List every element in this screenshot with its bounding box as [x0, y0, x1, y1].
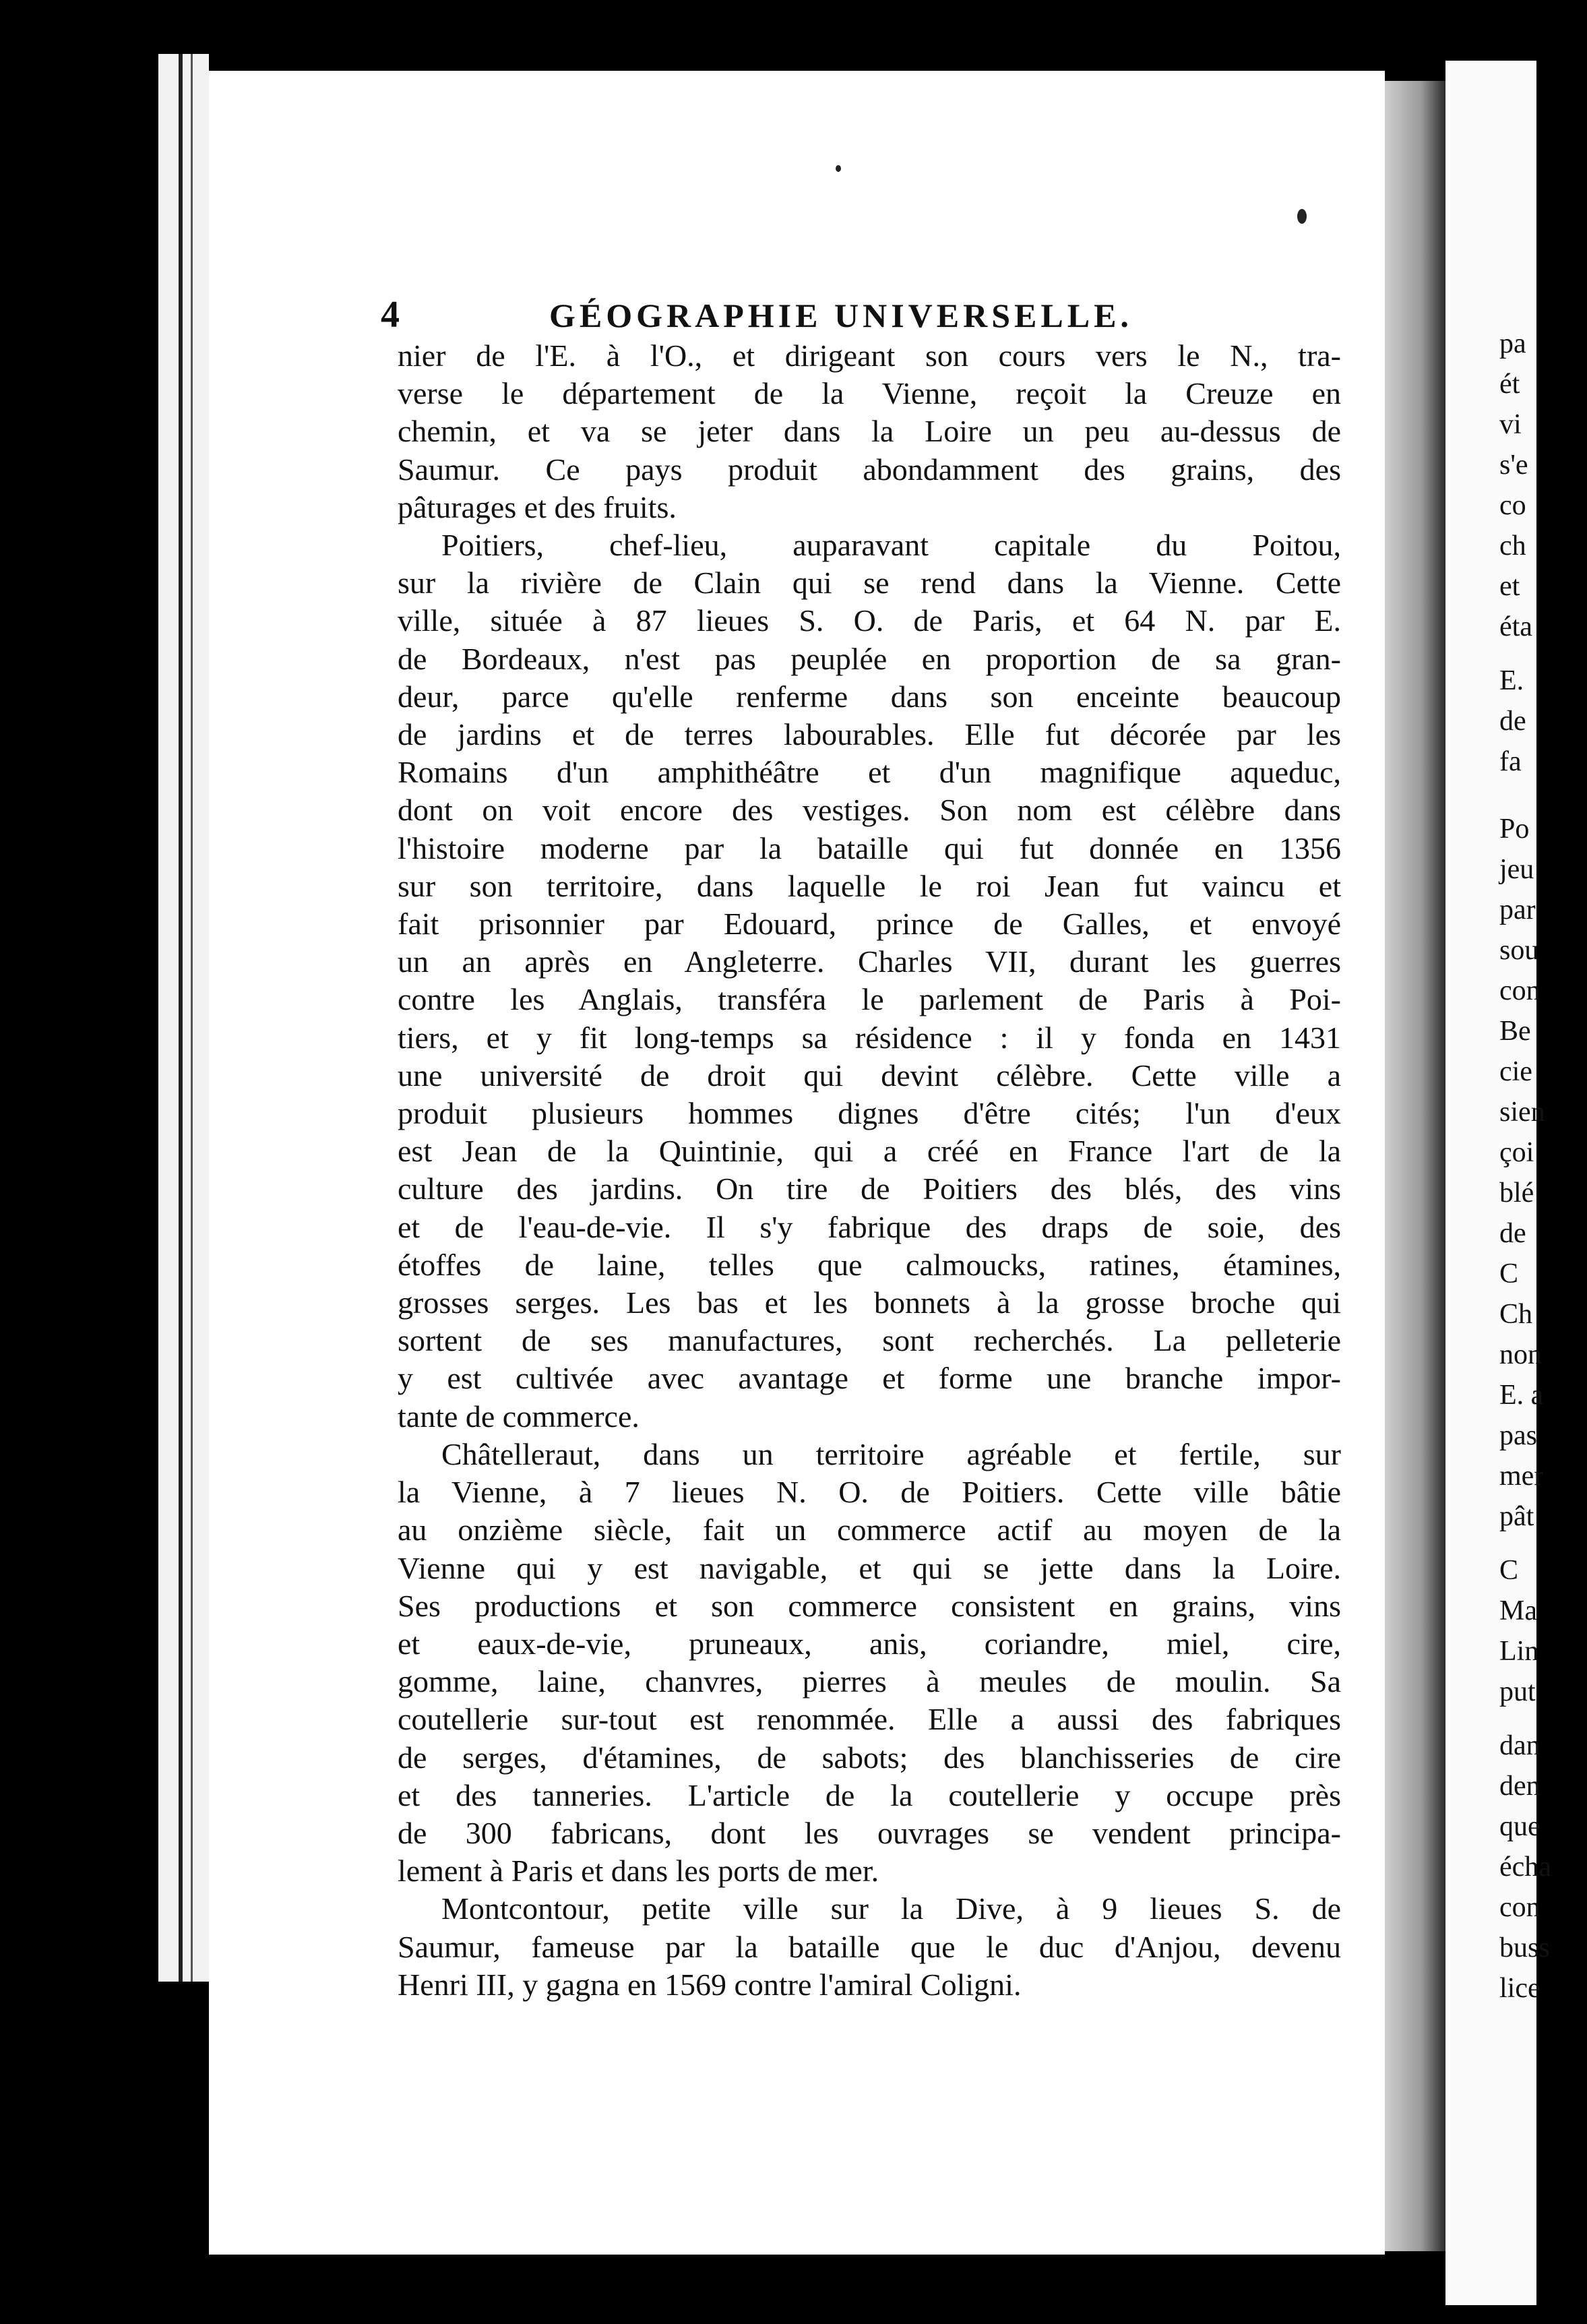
text-line: gomme, laine, chanvres, pierres à meules de moulin. Sa: [398, 1664, 1341, 1699]
facing-page-fragment: ét: [1499, 369, 1520, 400]
text-line: de serges, d'étamines, de sabots; des blanchisseries de cire: [398, 1740, 1341, 1775]
text-line: et des tanneries. L'article de la coutellerie y occupe près: [398, 1777, 1341, 1812]
facing-page-fragment: que: [1499, 1811, 1541, 1842]
text-line: verse le département de la Vienne, reçoit la Creuze en: [398, 376, 1341, 411]
facing-page-fragment: dan: [1499, 1730, 1541, 1761]
facing-page-fragment: de: [1499, 1218, 1526, 1249]
text-line: y est cultivée avec avantage et forme une branche impor-: [398, 1361, 1341, 1396]
facing-page-fragment: lice: [1499, 1973, 1541, 2004]
text-line: étoffes de laine, telles que calmoucks, ratines, étamines,: [398, 1247, 1341, 1282]
text-line: Poitiers, chef-lieu, auparavant capitale du Poitou,: [441, 528, 1341, 563]
facing-page-fragment: Po: [1499, 814, 1530, 845]
text-line: de jardins et de terres labourables. Elle fut décorée par les: [398, 717, 1341, 752]
facing-page-fragment: sou: [1499, 935, 1539, 966]
gutter-shadow: [1385, 81, 1445, 2251]
text-line: chemin, et va se jeter dans la Loire un peu au-dessus de: [398, 414, 1341, 449]
text-line: sortent de ses manufactures, sont recherchés. La pelleterie: [398, 1323, 1341, 1358]
facing-page-fragment: pât: [1499, 1501, 1534, 1532]
text-line: lement à Paris et dans les ports de mer.: [398, 1854, 879, 1889]
text-line: l'histoire moderne par la bataille qui fut donnée en 1356: [398, 830, 1341, 865]
text-line: Henri III, y gagna en 1569 contre l'amiral Coligni.: [398, 1967, 1022, 2002]
text-line: un an après en Angleterre. Charles VII, durant les guerres: [398, 944, 1341, 979]
text-line: deur, parce qu'elle renferme dans son enceinte beaucoup: [398, 679, 1341, 714]
facing-page-edge: [1445, 61, 1551, 2305]
text-line: fait prisonnier par Edouard, prince de Galles, et envoyé: [398, 907, 1341, 942]
facing-page-fragment: par: [1499, 894, 1536, 925]
text-line: au onzième siècle, fait un commerce actif au moyen de la: [398, 1512, 1341, 1548]
facing-page-fragment: Be: [1499, 1016, 1531, 1047]
facing-page-fragment: ch: [1499, 530, 1526, 561]
text-line: ville, située à 87 lieues S. O. de Paris, et 64 N. par E.: [398, 603, 1341, 638]
facing-page-fragment: mer: [1499, 1461, 1544, 1492]
text-line: et eaux-de-vie, pruneaux, anis, coriandre, miel, cire,: [398, 1626, 1341, 1661]
text-line: Ses productions et son commerce consistent en grains, vins: [398, 1588, 1341, 1623]
text-line: Saumur. Ce pays produit abondamment des grains, des: [398, 452, 1341, 487]
facing-page-fragment: et: [1499, 571, 1520, 602]
facing-page-fragment: con: [1499, 975, 1541, 1006]
text-line: est Jean de la Quintinie, qui a créé en France l'art de la: [398, 1134, 1341, 1169]
facing-page-fragment: blé: [1499, 1178, 1534, 1209]
text-line: Montcontour, petite ville sur la Dive, à 9 lieues S. de: [441, 1891, 1341, 1926]
facing-page-fragment: jeu: [1499, 854, 1534, 885]
text-line: et de l'eau-de-vie. Il s'y fabrique des draps de soie, des: [398, 1209, 1341, 1244]
facing-page-fragment: C: [1499, 1258, 1519, 1289]
facing-page-fragment: écha: [1499, 1852, 1551, 1883]
text-line: pâturages et des fruits.: [398, 489, 677, 524]
facing-page-fragment: pas: [1499, 1420, 1537, 1451]
facing-page-fragment: vi: [1499, 409, 1522, 440]
facing-page-fragment: fa: [1499, 746, 1522, 777]
facing-page-fragment: E. a: [1499, 1380, 1544, 1411]
facing-page-fragment: con: [1499, 1892, 1541, 1923]
ink-speck: [1297, 209, 1307, 224]
binding-edge: [158, 54, 209, 1982]
text-line: Saumur, fameuse par la bataille que le duc d'Anjou, devenu: [398, 1929, 1341, 1964]
text-line: sur la rivière de Clain qui se rend dans la Vienne. Cette: [398, 565, 1341, 601]
facing-page-fragment: pa: [1499, 328, 1526, 359]
text-line: de 300 fabricans, dont les ouvrages se vendent principa-: [398, 1815, 1341, 1850]
facing-page-fragment: Lin: [1499, 1636, 1539, 1667]
text-line: Vienne qui y est navigable, et qui se jette dans la Loire.: [398, 1550, 1341, 1585]
text-line: de Bordeaux, n'est pas peuplée en proportion de sa gran-: [398, 641, 1341, 676]
facing-page-fragment: C: [1499, 1555, 1519, 1586]
facing-page-fragment: E.: [1499, 665, 1524, 696]
facing-page-fragment: éta: [1499, 611, 1532, 642]
facing-page-fragment: de: [1499, 706, 1526, 737]
running-title: GÉOGRAPHIE UNIVERSELLE.: [549, 297, 1133, 334]
facing-page-fragment: co: [1499, 490, 1526, 521]
text-line: culture des jardins. On tire de Poitiers des blés, des vins: [398, 1171, 1341, 1206]
text-line: Châtelleraut, dans un territoire agréable et fertile, sur: [441, 1436, 1341, 1471]
text-line: une université de droit qui devint célèbre. Cette ville a: [398, 1058, 1341, 1093]
facing-page-fragment: put: [1499, 1676, 1536, 1707]
page-number: 4: [381, 294, 400, 336]
body-text: [398, 337, 1341, 2004]
text-line: Romains d'un amphithéâtre et d'un magnifique aqueduc,: [398, 755, 1341, 790]
running-head: [381, 293, 1257, 340]
facing-page-fragment: Ma: [1499, 1595, 1537, 1626]
facing-page-fragment: sien: [1499, 1097, 1545, 1128]
facing-page-fragment: den: [1499, 1771, 1541, 1802]
text-line: dont on voit encore des vestiges. Son nom est célèbre dans: [398, 793, 1341, 828]
text-line: produit plusieurs hommes dignes d'être cités; l'un d'eux: [398, 1096, 1341, 1131]
text-line: la Vienne, à 7 lieues N. O. de Poitiers. Cette ville bâtie: [398, 1475, 1341, 1510]
text-line: tante de commerce.: [398, 1399, 640, 1434]
text-line: grosses serges. Les bas et les bonnets à la grosse broche qui: [398, 1285, 1341, 1320]
facing-page-fragment: s'e: [1499, 450, 1528, 481]
ink-speck: [836, 165, 841, 172]
facing-page-fragment: non: [1499, 1339, 1542, 1370]
text-line: coutellerie sur-tout est renommée. Elle a aussi des fabriques: [398, 1702, 1341, 1737]
text-line: contre les Anglais, transféra le parlement de Paris à Poi-: [398, 982, 1341, 1017]
facing-page-fragment: çoi: [1499, 1137, 1534, 1168]
facing-page-fragment: cie: [1499, 1056, 1532, 1087]
facing-page-fragment: buss: [1499, 1932, 1550, 1963]
text-line: sur son territoire, dans laquelle le roi Jean fut vaincu et: [398, 868, 1341, 903]
facing-page-fragment: Ch: [1499, 1299, 1533, 1330]
text-line: nier de l'E. à l'O., et dirigeant son cours vers le N., tra-: [398, 338, 1341, 373]
text-line: tiers, et y fit long-temps sa résidence : il y fonda en 1431: [398, 1020, 1341, 1055]
